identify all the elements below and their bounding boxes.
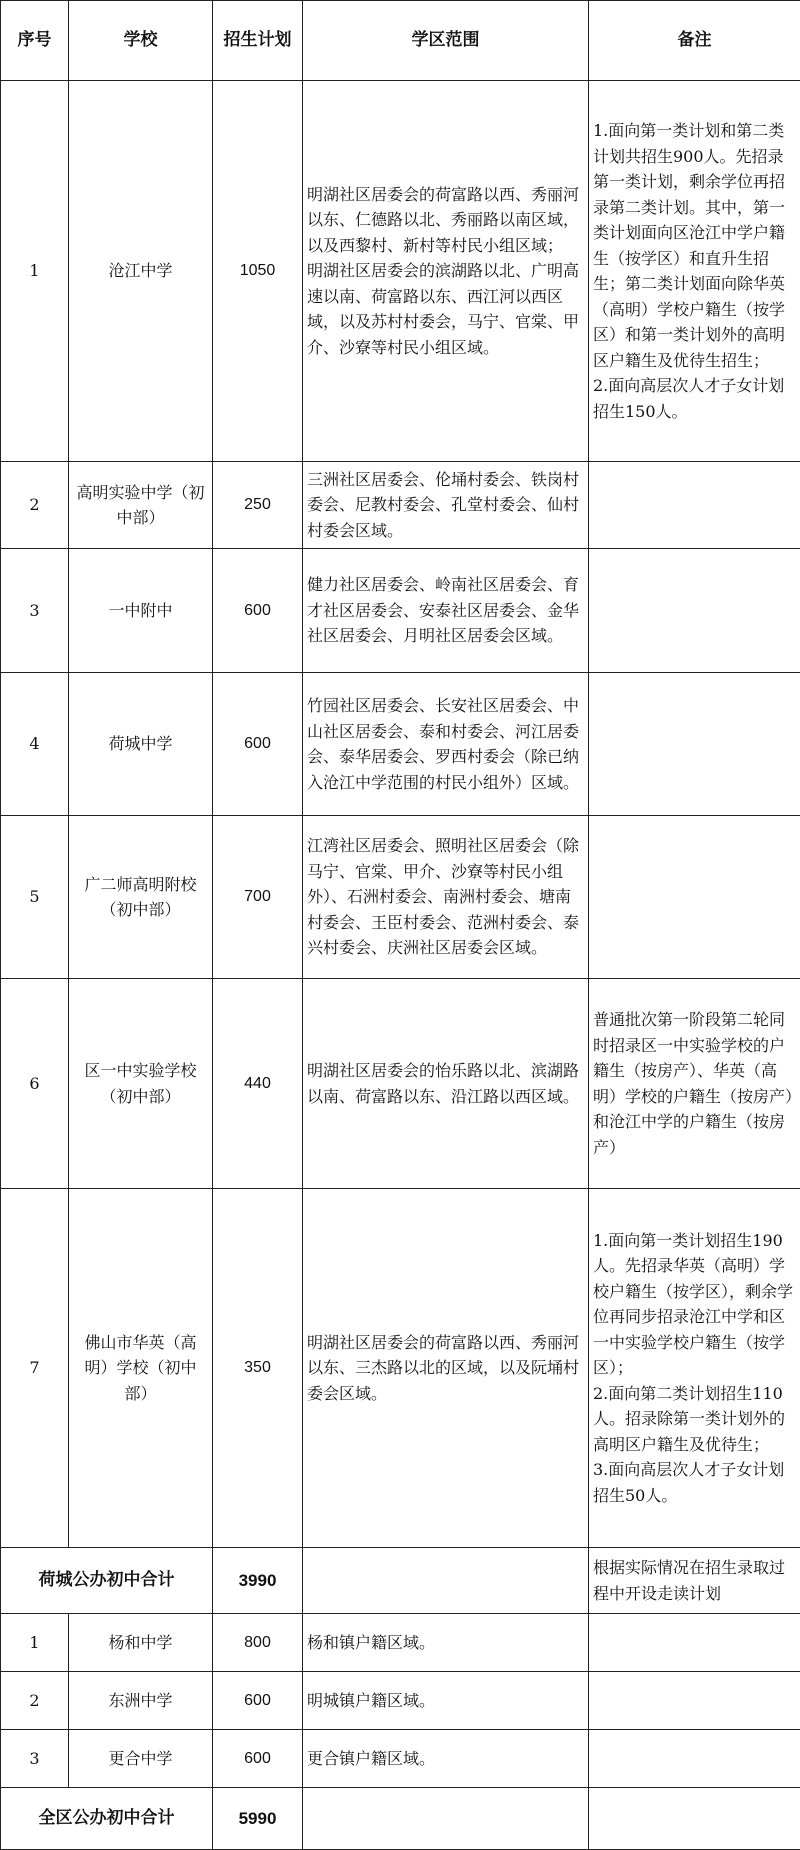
row-plan: 700: [213, 816, 303, 979]
row-seq: 5: [1, 816, 69, 979]
row-seq: 6: [1, 979, 69, 1189]
row-plan: 600: [213, 1672, 303, 1730]
row-school: 高明实验中学（初中部）: [69, 462, 213, 549]
subtotal-area: [303, 1548, 589, 1614]
row-plan: 600: [213, 549, 303, 673]
row-area: 江湾社区居委会、照明社区居委会（除马宁、官棠、甲介、沙寮等村民小组外）、石洲村委会、南洲村委会、塘南村委会、王臣村委会、范洲村委会、泰兴村委会、庆洲社区居委会区域。: [303, 816, 589, 979]
row-seq: 1: [1, 1614, 69, 1672]
row-note: [589, 816, 800, 979]
row-note: [589, 1730, 800, 1788]
row-plan: 250: [213, 462, 303, 549]
row-school: 区一中实验学校（初中部）: [69, 979, 213, 1189]
row-school: 佛山市华英（高明）学校（初中部）: [69, 1189, 213, 1548]
total-label: 全区公办初中合计: [1, 1788, 213, 1850]
total-plan: 5990: [213, 1788, 303, 1850]
subtotal-plan: 3990: [213, 1548, 303, 1614]
table-row: [1, 1614, 800, 1672]
header-note: 备注: [589, 1, 800, 81]
row-plan: 440: [213, 979, 303, 1189]
row-area: 明湖社区居委会的荷富路以西、秀丽河以东、三杰路以北的区域，以及阮埇村委会区域。: [303, 1189, 589, 1548]
row-area: 更合镇户籍区域。: [303, 1730, 589, 1788]
row-school: 沧江中学: [69, 81, 213, 462]
total-row: [1, 1788, 800, 1850]
row-school: 一中附中: [69, 549, 213, 673]
total-area: [303, 1788, 589, 1850]
row-note: 1.面向第一类计划招生190人。先招录华英（高明）学校户籍生（按学区），剩余学位再同步招录沧江中学和区一中实验学校户籍生（按学区）； 2.面向第二类计划招生110人。招录除第一类计划外的高明区户籍生及优待生； 3.面向高层次人才子女计划招生50人。: [589, 1189, 800, 1548]
row-note: [589, 462, 800, 549]
table-row: [1, 979, 800, 1189]
row-school: 更合中学: [69, 1730, 213, 1788]
row-seq: 7: [1, 1189, 69, 1548]
row-seq: 4: [1, 673, 69, 816]
header-school: 学校: [69, 1, 213, 81]
header-seq: 序号: [1, 1, 69, 81]
row-note: [589, 549, 800, 673]
row-seq: 3: [1, 549, 69, 673]
table-row: [1, 673, 800, 816]
row-area: 三洲社区居委会、伦埇村委会、铁岗村委会、尼教村委会、孔堂村委会、仙村村委会区域。: [303, 462, 589, 549]
row-school: 杨和中学: [69, 1614, 213, 1672]
row-note: 1.面向第一类计划和第二类计划共招生900人。先招录第一类计划，剩余学位再招录第二类计划。其中，第一类计划面向区沧江中学户籍生（按学区）和直升生招生；第二类计划面向除华英（高明）学校户籍生（按学区）和第一类计划外的高明区户籍生及优待生招生； 2.面向高层次人才子女计划招生150人。: [589, 81, 800, 462]
table-row: [1, 549, 800, 673]
row-seq: 3: [1, 1730, 69, 1788]
row-seq: 2: [1, 1672, 69, 1730]
table-row: [1, 1730, 800, 1788]
row-note: 普通批次第一阶段第二轮同时招录区一中实验学校的户籍生（按房产）、华英（高明）学校的户籍生（按房产）和沧江中学的户籍生（按房产）: [589, 979, 800, 1189]
header-row: [1, 1, 800, 81]
table-row: [1, 1189, 800, 1548]
table-row: [1, 81, 800, 462]
row-area: 竹园社区居委会、长安社区居委会、中山社区居委会、泰和村委会、河江居委会、泰华居委会、罗西村委会（除已纳入沧江中学范围的村民小组外）区域。: [303, 673, 589, 816]
row-school: 东洲中学: [69, 1672, 213, 1730]
row-area: 健力社区居委会、岭南社区居委会、育才社区居委会、安泰社区居委会、金华社区居委会、月明社区居委会区域。: [303, 549, 589, 673]
row-note: [589, 1614, 800, 1672]
subtotal-row: [1, 1548, 800, 1614]
row-school: 荷城中学: [69, 673, 213, 816]
row-seq: 2: [1, 462, 69, 549]
row-plan: 1050: [213, 81, 303, 462]
row-school: 广二师高明附校（初中部）: [69, 816, 213, 979]
subtotal-label: 荷城公办初中合计: [1, 1548, 213, 1614]
header-area: 学区范围: [303, 1, 589, 81]
table-row: [1, 1672, 800, 1730]
row-area: 明城镇户籍区域。: [303, 1672, 589, 1730]
row-note: [589, 1672, 800, 1730]
row-plan: 600: [213, 1730, 303, 1788]
row-seq: 1: [1, 81, 69, 462]
header-plan: 招生计划: [213, 1, 303, 81]
row-area: 明湖社区居委会的荷富路以西、秀丽河以东、仁德路以北、秀丽路以南区域，以及西黎村、新村等村民小组区域； 明湖社区居委会的滨湖路以北、广明高速以南、荷富路以东、西江河以西区域，以及苏村村委会，马宁、官棠、甲介、沙寮等村民小组区域。: [303, 81, 589, 462]
row-plan: 800: [213, 1614, 303, 1672]
row-plan: 350: [213, 1189, 303, 1548]
row-plan: 600: [213, 673, 303, 816]
row-area: 明湖社区居委会的怡乐路以北、滨湖路以南、荷富路以东、沿江路以西区域。: [303, 979, 589, 1189]
row-note: [589, 673, 800, 816]
table-row: [1, 816, 800, 979]
subtotal-note: 根据实际情况在招生录取过程中开设走读计划: [589, 1548, 800, 1614]
row-area: 杨和镇户籍区域。: [303, 1614, 589, 1672]
total-note: [589, 1788, 800, 1850]
table-row: [1, 462, 800, 549]
